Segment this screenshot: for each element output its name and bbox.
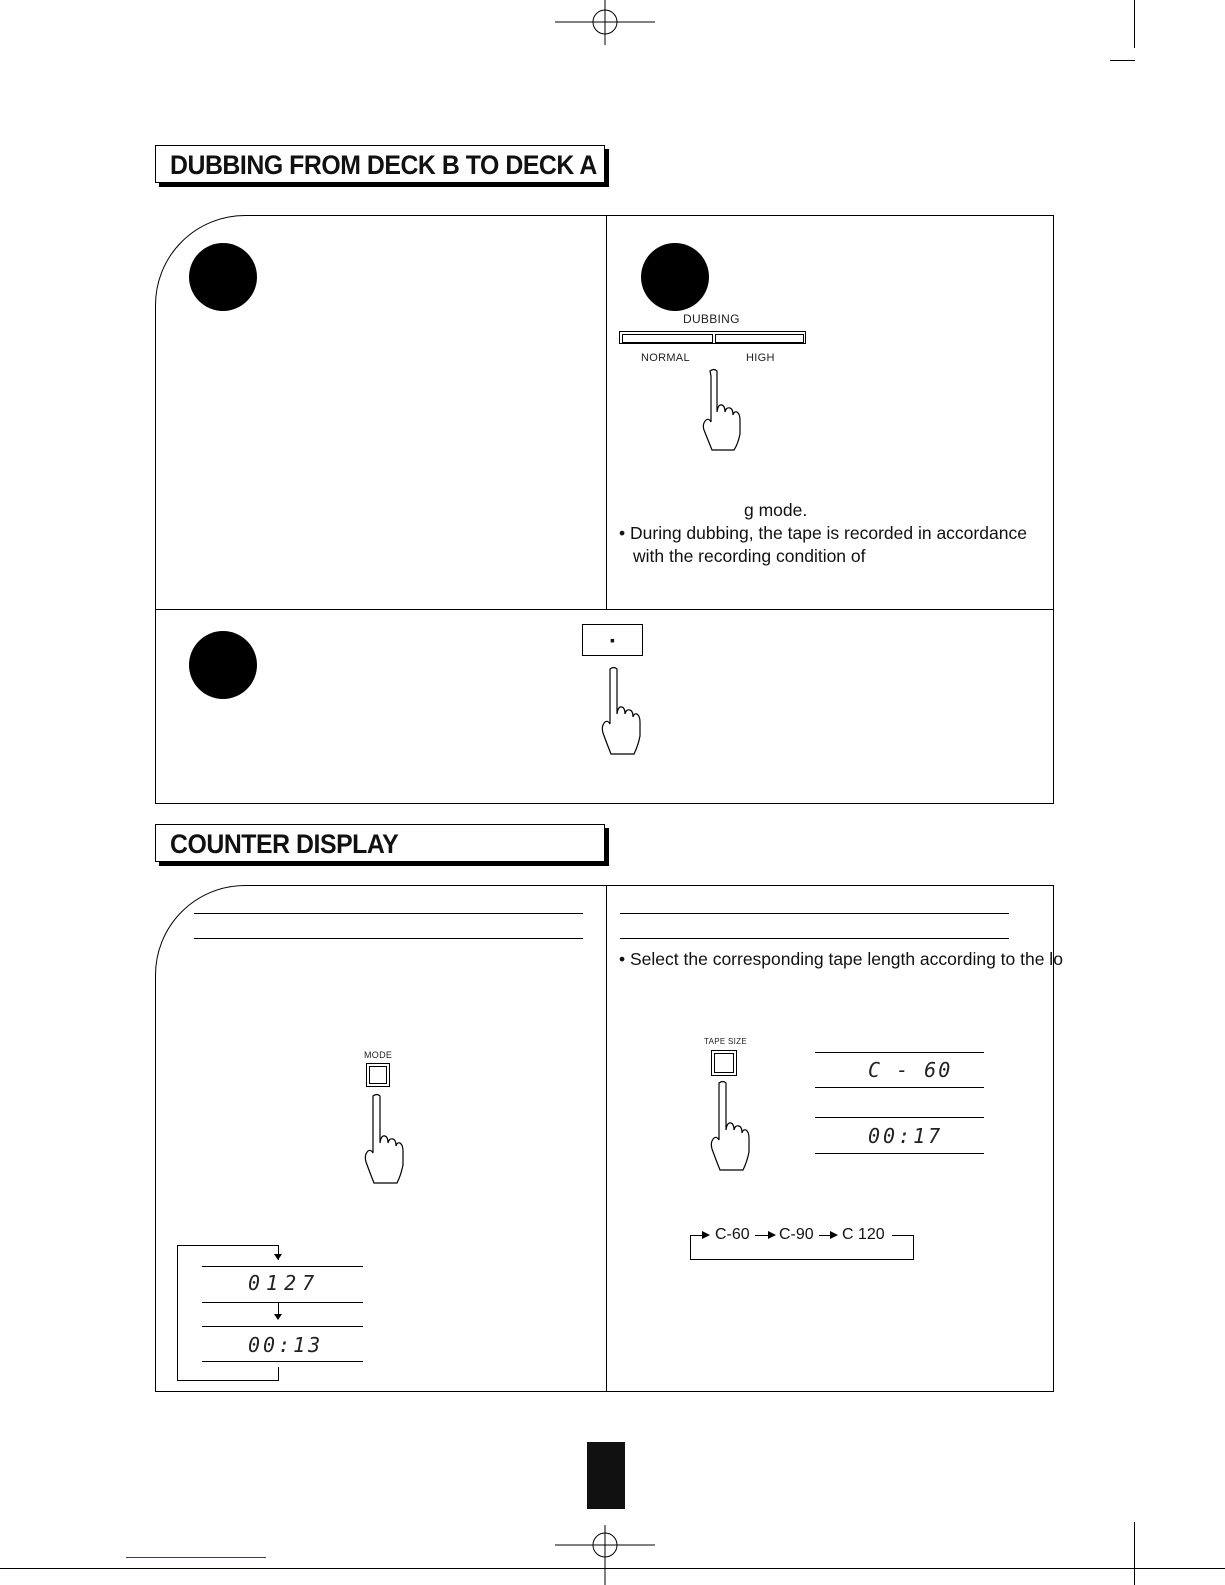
hand-pointer-icon: [362, 1093, 408, 1185]
mode-button-label: MODE: [364, 1050, 393, 1060]
tape-length-bullet-text: Select the corresponding tape length according to the lo: [630, 949, 1063, 969]
counter-value-display: 0127: [248, 1271, 321, 1295]
stop-button[interactable]: [582, 624, 643, 656]
dubbing-panel-divider: [606, 216, 607, 609]
dubbing-normal-slot[interactable]: [622, 334, 713, 343]
rule: [815, 1153, 984, 1154]
tape-time-display: 00:17: [868, 1124, 944, 1148]
arrow-right-icon: [702, 1231, 710, 1239]
registration-mark-icon: [555, 1525, 655, 1585]
rule: [202, 1302, 363, 1303]
crop-mark: [1134, 0, 1135, 48]
link-underline: [126, 1557, 266, 1558]
step-3-marker: [189, 631, 257, 699]
high-label: HIGH: [746, 352, 775, 364]
mode-button[interactable]: [366, 1063, 390, 1087]
rule: [194, 913, 583, 914]
rule: [194, 938, 583, 939]
crop-mark: [1134, 1522, 1135, 1585]
step-1-marker: [189, 243, 257, 311]
sequence-line: [755, 1235, 769, 1236]
hand-pointer-icon: [700, 368, 744, 452]
sequence-item-c60: C-60: [715, 1226, 750, 1243]
cycle-line: [177, 1245, 178, 1380]
stop-icon: ▪: [610, 632, 615, 648]
dubbing-switch-label: DUBBING: [683, 312, 740, 326]
sequence-line: [913, 1235, 914, 1260]
arrow-right-icon: [830, 1231, 838, 1239]
dubbing-bullet-text: During dubbing, the tape is recorded in accordance with the recording condition of: [630, 523, 1027, 566]
rule: [815, 1087, 984, 1088]
dubbing-section-title: [155, 145, 605, 183]
sequence-line: [690, 1259, 914, 1260]
page-tab: [587, 1442, 625, 1509]
rule: [815, 1117, 984, 1118]
time-value-display: 00:13: [248, 1333, 324, 1357]
rule: [202, 1361, 363, 1362]
tape-size-button-label: TAPE SIZE: [704, 1037, 748, 1046]
cycle-line: [177, 1380, 279, 1381]
tape-size-button[interactable]: [711, 1050, 737, 1076]
sequence-item-c90: C-90: [779, 1226, 814, 1243]
cycle-line: [177, 1245, 279, 1246]
dubbing-bullet: • During dubbing, the tape is recorded in accordance with the recording condition of: [619, 523, 1027, 566]
sequence-line: [690, 1235, 702, 1236]
tape-size-display: C - 60: [868, 1058, 953, 1082]
cycle-line: [278, 1367, 279, 1380]
arrow-right-icon: [768, 1231, 776, 1239]
rule: [620, 913, 1009, 914]
step-2-marker: [641, 243, 709, 311]
sequence-item-c120: C 120: [842, 1226, 885, 1243]
counter-section-title-text: COUNTER DISPLAY: [170, 829, 399, 859]
sequence-line: [892, 1235, 914, 1236]
registration-mark-icon: [555, 0, 655, 50]
rule: [202, 1266, 363, 1267]
sequence-line: [690, 1235, 691, 1260]
hand-pointer-icon: [708, 1080, 754, 1172]
rule: [620, 938, 1009, 939]
dubbing-panel-row-divider: [155, 609, 1054, 610]
rule: [815, 1052, 984, 1053]
arrow-down-icon: [274, 1254, 282, 1260]
tape-length-bullet: • Select the corresponding tape length according to the lo: [619, 949, 1063, 969]
dubbing-high-slot[interactable]: [715, 334, 804, 343]
arrow-down-icon: [274, 1314, 282, 1320]
hand-pointer-icon: [598, 666, 644, 756]
dubbing-section-title-text: DUBBING FROM DECK B TO DECK A: [170, 150, 597, 180]
bottom-edge-line: [0, 1568, 1225, 1569]
rule: [202, 1326, 363, 1327]
counter-section-title: [155, 824, 605, 862]
dubbing-mode-text: g mode.: [744, 500, 808, 520]
counter-panel-divider: [606, 886, 607, 1392]
dubbing-switch[interactable]: [619, 331, 806, 344]
normal-label: NORMAL: [641, 352, 690, 364]
crop-mark: [1110, 60, 1135, 61]
